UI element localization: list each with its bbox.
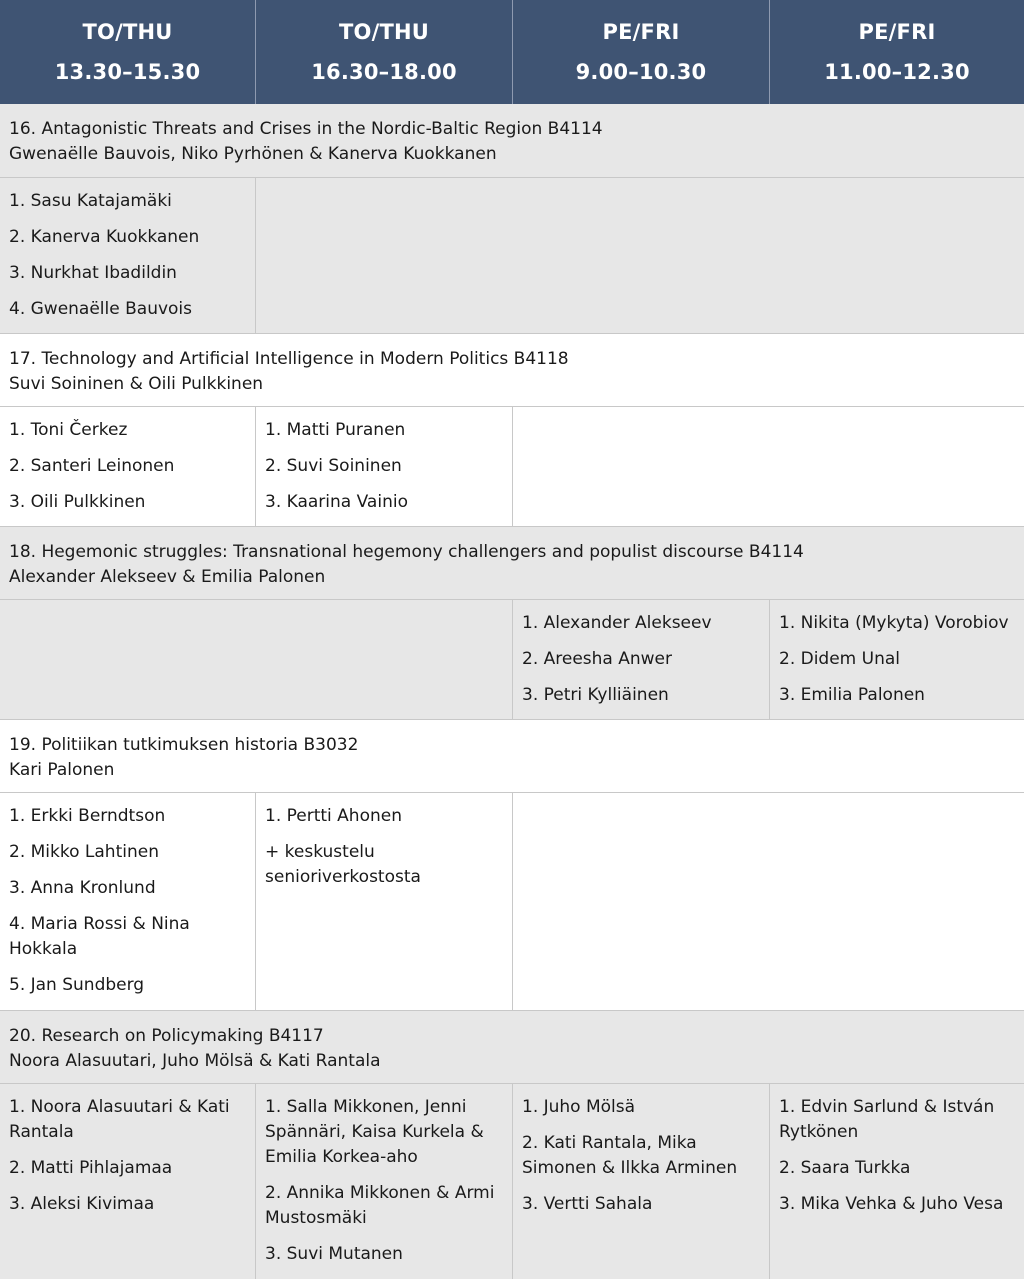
presenter: 2. Mikko Lahtinen (9, 842, 159, 862)
presenter: 1. Edvin Sarlund & István Rytkönen (779, 1097, 995, 1142)
presenter: 2. Kati Rantala, Mika Simonen & Ilkka Arminen (522, 1133, 738, 1178)
session-16-col-1 (0, 178, 256, 333)
session-19-col-1 (0, 793, 256, 1010)
header-col-1 (0, 0, 256, 104)
session-16-empty (256, 178, 1024, 333)
presenter: 1. Erkki Berndtson (9, 806, 166, 826)
presenter: 5. Jan Sundberg (9, 975, 145, 995)
presenter: 3. Aleksi Kivimaa (9, 1194, 155, 1214)
presenter: 1. Salla Mikkonen, Jenni Spännäri, Kaisa Kurkela & Emilia Korkea-aho (265, 1097, 484, 1167)
session-20-col-1 (0, 1084, 256, 1279)
presenter: 2. Areesha Anwer (522, 649, 672, 669)
presenter: 1. Toni Čerkez (9, 420, 128, 440)
header-day: PE/FRI (858, 20, 936, 44)
header-time: 13.30–15.30 (54, 60, 201, 84)
presenter: 2. Matti Pihlajamaa (9, 1158, 173, 1178)
session-20-grid (0, 1084, 1024, 1279)
presenter: 3. Anna Kronlund (9, 878, 156, 898)
session-chairs: Alexander Alekseev & Emilia Palonen (9, 567, 326, 587)
presenter: 1. Juho Mölsä (522, 1097, 636, 1117)
presenter: 1. Matti Puranen (265, 420, 406, 440)
session-19-empty (513, 793, 1024, 1010)
session-17-col-2 (256, 407, 513, 526)
session-title: 17. Technology and Artificial Intelligence in Modern Politics B4118 (9, 349, 569, 369)
discussion-note: + keskustelu senioriverkostosta (265, 842, 421, 887)
header-time: 9.00–10.30 (575, 60, 707, 84)
session-18-grid (0, 600, 1024, 720)
header-col-3 (513, 0, 770, 104)
presenter: 2. Saara Turkka (779, 1158, 911, 1178)
session-title: 16. Antagonistic Threats and Crises in the Nordic-Baltic Region B4114 (9, 119, 603, 139)
presenter: 3. Emilia Palonen (779, 685, 925, 705)
session-16-grid (0, 178, 1024, 334)
presenter: 2. Annika Mikkonen & Armi Mustosmäki (265, 1183, 495, 1228)
session-17-grid (0, 407, 1024, 527)
presenter: 3. Nurkhat Ibadildin (9, 263, 177, 283)
session-19-col-2 (256, 793, 513, 1010)
session-19-grid (0, 793, 1024, 1011)
session-chairs: Gwenaëlle Bauvois, Niko Pyrhönen & Kanerva Kuokkanen (9, 144, 497, 164)
presenter: 3. Mika Vehka & Juho Vesa (779, 1194, 1004, 1214)
presenter: 4. Maria Rossi & Nina Hokkala (9, 914, 190, 959)
session-17-col-1 (0, 407, 256, 526)
session-title: 20. Research on Policymaking B4117 (9, 1026, 324, 1046)
session-18-title (0, 527, 1024, 600)
session-title: 18. Hegemonic struggles: Transnational hegemony challengers and populist discourse B4114 (9, 542, 804, 562)
presenter: 1. Sasu Katajamäki (9, 191, 172, 211)
presenter: 1. Alexander Alekseev (522, 613, 712, 633)
header-col-2 (256, 0, 513, 104)
presenter: 1. Nikita (Mykyta) Vorobiov (779, 613, 1009, 633)
presenter: 3. Petri Kylliäinen (522, 685, 669, 705)
presenter: 1. Pertti Ahonen (265, 806, 402, 826)
header-day: PE/FRI (602, 20, 680, 44)
session-20-title (0, 1011, 1024, 1084)
session-chairs: Kari Palonen (9, 760, 115, 780)
session-16-title (0, 104, 1024, 178)
session-20-col-4 (770, 1084, 1024, 1279)
header-day: TO/THU (339, 20, 429, 44)
session-18-empty (0, 600, 513, 719)
session-19-title (0, 720, 1024, 793)
header-time: 16.30–18.00 (311, 60, 457, 84)
session-title: 19. Politiikan tutkimuksen historia B3032 (9, 735, 359, 755)
header-time: 11.00–12.30 (824, 60, 970, 84)
session-18-col-4 (770, 600, 1024, 719)
presenter: 3. Kaarina Vainio (265, 492, 408, 512)
presenter: 2. Santeri Leinonen (9, 456, 175, 476)
session-20-col-2 (256, 1084, 513, 1279)
session-chairs: Suvi Soininen & Oili Pulkkinen (9, 374, 264, 394)
session-20-col-3 (513, 1084, 770, 1279)
session-chairs: Noora Alasuutari, Juho Mölsä & Kati Rantala (9, 1051, 381, 1071)
presenter: 1. Noora Alasuutari & Kati Rantala (9, 1097, 230, 1142)
session-17-title (0, 334, 1024, 407)
presenter: 2. Kanerva Kuokkanen (9, 227, 200, 247)
schedule-header (0, 0, 1024, 104)
presenter: 2. Didem Unal (779, 649, 901, 669)
presenter: 2. Suvi Soininen (265, 456, 402, 476)
session-17-empty (513, 407, 1024, 526)
presenter: 3. Oili Pulkkinen (9, 492, 146, 512)
presenter: 3. Vertti Sahala (522, 1194, 653, 1214)
header-day: TO/THU (82, 20, 173, 44)
presenter: 4. Gwenaëlle Bauvois (9, 299, 193, 319)
session-18-col-3 (513, 600, 770, 719)
presenter: 3. Suvi Mutanen (265, 1244, 403, 1264)
header-col-4 (770, 0, 1024, 104)
